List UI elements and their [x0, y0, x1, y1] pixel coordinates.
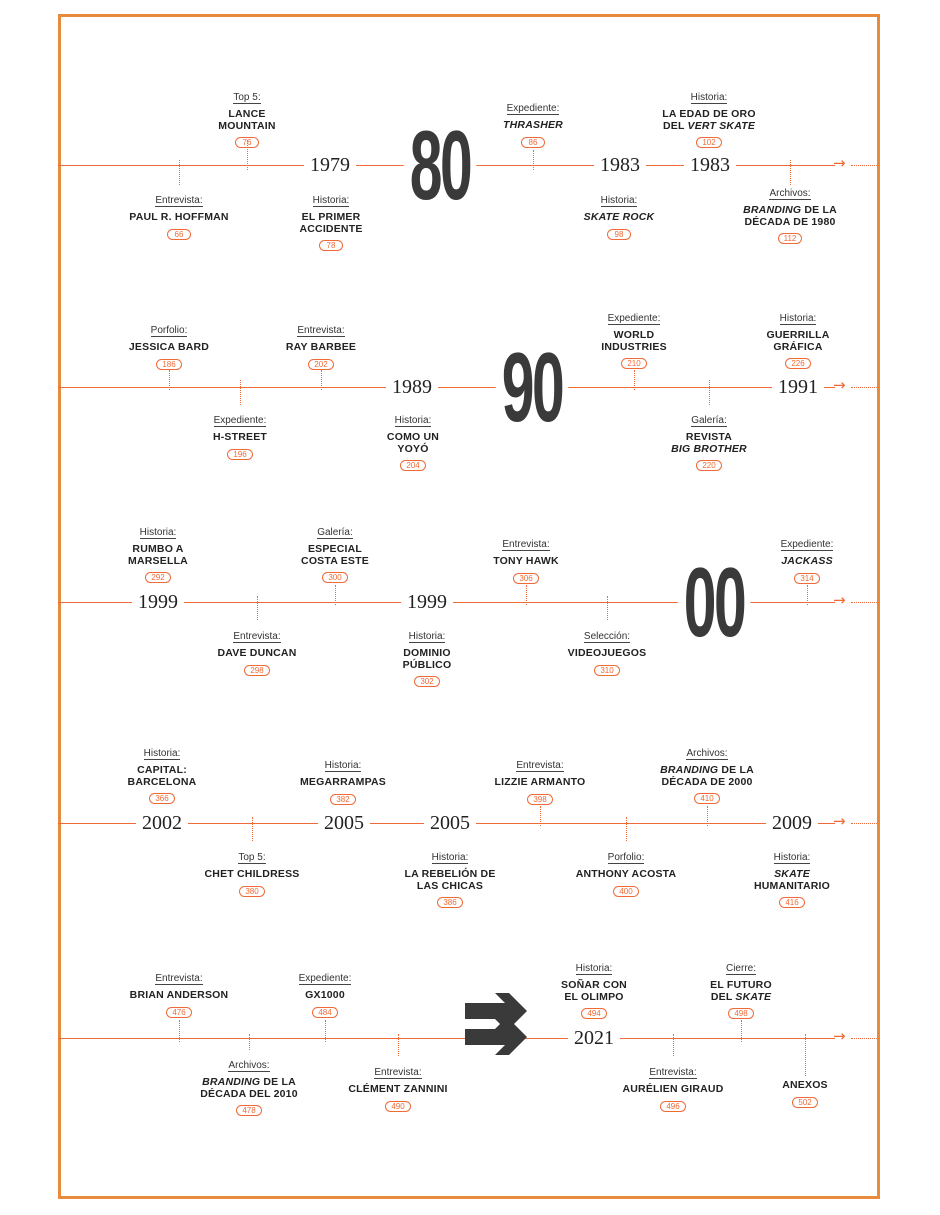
- timeline-tick: [741, 1020, 742, 1042]
- page-number-badge: 314: [794, 573, 819, 584]
- entry-title-line: BRANDING DE LA: [660, 764, 754, 776]
- entry-title: [246, 212, 416, 235]
- timeline-tick: [634, 370, 635, 390]
- decade-marker: 00: [678, 553, 751, 651]
- entry-category: Expediente:: [298, 973, 352, 984]
- timeline-entry[interactable]: [707, 847, 877, 910]
- entry-category: Top 5:: [238, 852, 266, 863]
- entry-title: [164, 1077, 334, 1100]
- page-number-badge: 292: [145, 572, 170, 583]
- timeline-entry[interactable]: [441, 534, 611, 586]
- entry-title-line: RUMBO A: [132, 543, 184, 555]
- year-label: 1989: [386, 377, 438, 397]
- entry-title: [258, 777, 428, 789]
- entry-title-line: GUERRILLA: [766, 329, 830, 341]
- entry-category: Historia:: [779, 313, 817, 324]
- year-label: 1999: [132, 592, 184, 612]
- entry-title: [313, 1084, 483, 1096]
- entry-title-line: AURÉLIEN GIRAUD: [622, 1083, 724, 1095]
- page-number-badge: 66: [167, 229, 191, 240]
- year-label: 1983: [594, 155, 646, 175]
- timeline-tick: [398, 1034, 399, 1056]
- entry-title-line: INDUSTRIES: [601, 340, 667, 353]
- entry-title-line: DEL VERT SKATE: [662, 119, 756, 132]
- entry-title: [713, 330, 883, 353]
- entry-title: [94, 212, 264, 224]
- timeline-tick: [179, 160, 180, 185]
- entry-title-line: LAS CHICAS: [416, 879, 484, 892]
- timeline-tick: [335, 585, 336, 605]
- entry-title-line: TONY HAWK: [493, 555, 559, 567]
- page-number-badge: 310: [594, 665, 619, 676]
- timeline-tick: [325, 1020, 326, 1042]
- entry-category: Historia:: [575, 963, 613, 974]
- timeline-entry[interactable]: [720, 1080, 890, 1110]
- entry-title-line: DÉCADA DE 1980: [744, 215, 836, 228]
- entry-category: Historia:: [408, 631, 446, 642]
- entry-title: [342, 648, 512, 671]
- timeline-tick: [252, 817, 253, 841]
- entry-title: [172, 648, 342, 660]
- timeline-entry[interactable]: [94, 190, 264, 242]
- page-number-badge: 366: [149, 793, 174, 804]
- entry-title: [705, 205, 875, 228]
- entry-title-line: H-STREET: [212, 431, 268, 443]
- page-number-badge: 416: [779, 897, 804, 908]
- timeline-entry[interactable]: [541, 847, 711, 899]
- entry-category: Historia:: [600, 195, 638, 206]
- timeline-entry[interactable]: [328, 410, 498, 473]
- entry-title-line: HUMANITARIO: [753, 879, 831, 892]
- timeline-line: [58, 1038, 835, 1039]
- timeline-entry[interactable]: [164, 1055, 334, 1118]
- timeline-tick: [805, 1034, 806, 1076]
- entry-category: Entrevista:: [516, 760, 564, 771]
- entry-title: [250, 544, 420, 567]
- page-number-badge: 98: [607, 229, 631, 240]
- arrow-right-icon: →: [833, 376, 846, 394]
- timeline-entry[interactable]: [258, 755, 428, 807]
- entry-title: [541, 869, 711, 881]
- timeline-entry[interactable]: [549, 308, 719, 371]
- entry-title-line: DOMINIO: [403, 647, 451, 659]
- page-number-badge: 196: [227, 449, 252, 460]
- entry-category: Entrevista:: [297, 325, 345, 336]
- entry-title: [624, 109, 794, 132]
- entry-category: Archivos:: [769, 188, 811, 199]
- year-label: 2005: [424, 813, 476, 833]
- year-label: 2009: [766, 813, 818, 833]
- timeline-entry[interactable]: [250, 522, 420, 585]
- entry-category: Expediente:: [780, 539, 834, 550]
- entry-category: Galería:: [691, 415, 727, 426]
- entry-category: Porfolio:: [150, 325, 188, 336]
- entry-title: [162, 109, 332, 132]
- entry-title: [365, 869, 535, 892]
- page-number-badge: 112: [778, 233, 803, 244]
- entry-title: [94, 990, 264, 1002]
- page-number-badge: 380: [239, 886, 264, 897]
- entry-title-line: SKATE ROCK: [583, 211, 655, 223]
- page-number-badge: 490: [385, 1101, 410, 1112]
- timeline-entry[interactable]: [622, 743, 792, 806]
- timeline-continuation: [851, 1038, 877, 1039]
- decade-marker: 90: [496, 338, 569, 436]
- page-number-badge: 478: [236, 1105, 261, 1116]
- entry-category: Entrevista:: [649, 1067, 697, 1078]
- timeline-tick: [249, 1034, 250, 1050]
- entry-title-line: SOÑAR CON: [561, 979, 627, 991]
- entry-title: [73, 544, 243, 567]
- entry-title-line: CHET CHILDRESS: [204, 868, 300, 880]
- timeline-tick: [807, 585, 808, 605]
- entry-title-line: YOYÓ: [397, 442, 429, 455]
- entry-category: Expediente:: [607, 313, 661, 324]
- entry-category: Historia:: [431, 852, 469, 863]
- timeline-entry[interactable]: [705, 183, 875, 246]
- timeline-continuation: [851, 823, 877, 824]
- timeline-tick: [526, 585, 527, 605]
- entry-title-line: BRANDING DE LA: [202, 1076, 296, 1088]
- timeline-tick: [540, 806, 541, 826]
- timeline-continuation: [851, 387, 877, 388]
- entry-title-line: BARCELONA: [127, 775, 197, 788]
- entry-title-line: VIDEOJUEGOS: [567, 647, 647, 659]
- timeline-tick: [790, 160, 791, 185]
- entry-title-line: EL FUTURO: [710, 979, 772, 991]
- timeline-tick: [607, 596, 608, 620]
- entry-title: [167, 869, 337, 881]
- entry-title: [155, 432, 325, 444]
- entry-title-line: CLÉMENT ZANNINI: [348, 1083, 448, 1095]
- entry-title: [84, 342, 254, 354]
- page-number-badge: 502: [792, 1097, 817, 1108]
- decade-marker: 80: [404, 116, 477, 214]
- entry-title-line: LA REBELIÓN DE: [404, 868, 496, 880]
- timeline-entry[interactable]: [656, 958, 826, 1021]
- page-number-badge: 298: [244, 665, 269, 676]
- page-number-badge: 204: [400, 460, 425, 471]
- timeline-continuation: [851, 602, 877, 603]
- arrow-right-icon: →: [833, 154, 846, 172]
- arrow-right-icon: →: [833, 1027, 846, 1045]
- entry-title-line: LANCE: [228, 108, 266, 120]
- page-number-badge: 382: [330, 794, 355, 805]
- timeline-tick: [321, 370, 322, 390]
- page-number-badge: 210: [621, 358, 646, 369]
- entry-category: Historia:: [324, 760, 362, 771]
- double-arrow-icon: [465, 990, 529, 1056]
- entry-title-line: GRÁFICA: [773, 340, 823, 353]
- entry-title-line: EL PRIMER: [301, 211, 361, 223]
- entry-title-line: MEGARRAMPAS: [299, 776, 386, 788]
- entry-title-line: ANEXOS: [782, 1079, 828, 1091]
- timeline-entry[interactable]: [365, 847, 535, 910]
- entry-title-line: MOUNTAIN: [218, 119, 276, 132]
- entry-title: [328, 432, 498, 455]
- page-number-badge: 306: [513, 573, 538, 584]
- entry-title: [455, 777, 625, 789]
- entry-category: Entrevista:: [155, 195, 203, 206]
- timeline-entry[interactable]: [342, 626, 512, 689]
- timeline-tick: [709, 380, 710, 405]
- entry-title-line: GX1000: [305, 989, 345, 1001]
- entry-title: [534, 212, 704, 224]
- entry-title-line: EL OLIMPO: [564, 990, 624, 1003]
- timeline-tick: [179, 1020, 180, 1042]
- page-number-badge: 494: [581, 1008, 606, 1019]
- entry-title-line: DEL SKATE: [710, 990, 772, 1003]
- entry-title: [240, 990, 410, 1002]
- entry-category: Expediente:: [213, 415, 267, 426]
- entry-category: Entrevista:: [233, 631, 281, 642]
- entry-title-line: DÉCADA DEL 2010: [200, 1087, 298, 1100]
- entry-title-line: COMO UN: [386, 431, 440, 443]
- entry-category: Archivos:: [228, 1060, 270, 1071]
- entry-title-line: JESSICA BARD: [128, 341, 210, 353]
- timeline-entry[interactable]: [624, 87, 794, 150]
- entry-title: [720, 1080, 890, 1092]
- entry-title-line: CAPITAL:: [137, 764, 187, 776]
- entry-title-line: PAUL R. HOFFMAN: [129, 211, 229, 223]
- page-number-badge: 386: [437, 897, 462, 908]
- page-number-badge: 186: [156, 359, 181, 370]
- entry-title: [622, 765, 792, 788]
- entry-title-line: JACKASS: [781, 555, 833, 567]
- timeline-entry[interactable]: [167, 847, 337, 899]
- timeline-entry[interactable]: [240, 968, 410, 1020]
- timeline-tick: [169, 370, 170, 390]
- entry-category: Entrevista:: [502, 539, 550, 550]
- entry-category: Historia:: [143, 748, 181, 759]
- arrow-right-icon: →: [833, 591, 846, 609]
- entry-category: Porfolio:: [607, 852, 645, 863]
- page-number-badge: 410: [694, 793, 719, 804]
- entry-title-line: DAVE DUNCAN: [217, 647, 297, 659]
- entry-category: Historia:: [394, 415, 432, 426]
- entry-category: Historia:: [690, 92, 728, 103]
- page-number-badge: 476: [166, 1007, 191, 1018]
- entry-category: Selección:: [583, 631, 631, 642]
- entry-category: Entrevista:: [155, 973, 203, 984]
- page-number-badge: 398: [527, 794, 552, 805]
- page-number-badge: 302: [414, 676, 439, 687]
- page-number-badge: 226: [785, 358, 810, 369]
- timeline-entry[interactable]: [73, 522, 243, 585]
- timeline-entry[interactable]: [313, 1062, 483, 1114]
- entry-title: [77, 765, 247, 788]
- page-number-badge: 78: [319, 240, 343, 251]
- entry-category: Galería:: [317, 527, 353, 538]
- entry-title-line: MARSELLA: [128, 554, 188, 567]
- timeline-tick: [240, 380, 241, 405]
- timeline-entry[interactable]: [77, 743, 247, 806]
- entry-title: [522, 648, 692, 660]
- entry-title-line: PÚBLICO: [402, 658, 452, 671]
- entry-category: Historia:: [773, 852, 811, 863]
- entry-title-line: THRASHER: [503, 119, 563, 131]
- entry-title-line: LA EDAD DE ORO: [662, 108, 756, 120]
- entry-title: [236, 342, 406, 354]
- arrow-right-icon: →: [833, 812, 846, 830]
- page-number-badge: 76: [235, 137, 259, 148]
- entry-title: [549, 330, 719, 353]
- entry-title-line: BRIAN ANDERSON: [129, 989, 229, 1001]
- timeline-entry[interactable]: [455, 755, 625, 807]
- timeline-entry[interactable]: [172, 626, 342, 678]
- timeline-tick: [533, 150, 534, 170]
- entry-title-line: LIZZIE ARMANTO: [494, 776, 586, 788]
- entry-title-line: ESPECIAL: [307, 543, 363, 555]
- entry-title-line: RAY BARBEE: [285, 341, 357, 353]
- timeline-tick: [673, 1034, 674, 1056]
- timeline-entry[interactable]: [84, 320, 254, 372]
- entry-title-line: ACCIDENTE: [299, 222, 363, 235]
- entry-category: Entrevista:: [374, 1067, 422, 1078]
- entry-title-line: DÉCADA DE 2000: [661, 775, 753, 788]
- entry-title: [656, 980, 826, 1003]
- entry-category: Expediente:: [506, 103, 560, 114]
- year-label: 1979: [304, 155, 356, 175]
- timeline-tick: [626, 817, 627, 841]
- timeline-entry[interactable]: [509, 958, 679, 1021]
- page-number-badge: 220: [696, 460, 721, 471]
- entry-category: Archivos:: [686, 748, 728, 759]
- page-number-badge: 400: [613, 886, 638, 897]
- entry-title-line: ANTHONY ACOSTA: [575, 868, 677, 880]
- entry-title: [441, 556, 611, 568]
- entry-title-line: SKATE: [774, 868, 810, 880]
- timeline-entry[interactable]: [624, 410, 794, 473]
- entry-category: Historia:: [139, 527, 177, 538]
- entry-category: Cierre:: [725, 963, 756, 974]
- year-label: 1999: [401, 592, 453, 612]
- timeline-entry[interactable]: [155, 410, 325, 462]
- timeline-entry[interactable]: [94, 968, 264, 1020]
- page-number-badge: 484: [312, 1007, 337, 1018]
- timeline-entry[interactable]: [162, 87, 332, 150]
- year-label: 2021: [568, 1028, 620, 1048]
- timeline-entry[interactable]: [534, 190, 704, 242]
- entry-title: [624, 432, 794, 455]
- timeline-tick: [257, 596, 258, 620]
- entry-title: [509, 980, 679, 1003]
- entry-title-line: BRANDING DE LA: [743, 204, 837, 216]
- year-label: 2005: [318, 813, 370, 833]
- timeline-line: [58, 387, 835, 388]
- page-number-badge: 496: [660, 1101, 685, 1112]
- timeline-tick: [707, 806, 708, 826]
- entry-title: [707, 869, 877, 892]
- entry-title-line: BIG BROTHER: [671, 442, 747, 455]
- entry-title-line: WORLD: [613, 329, 655, 341]
- timeline-entry[interactable]: [236, 320, 406, 372]
- page-number-badge: 202: [308, 359, 333, 370]
- entry-title-line: REVISTA: [685, 431, 733, 443]
- timeline-entry[interactable]: [522, 626, 692, 678]
- page-number-badge: 86: [521, 137, 545, 148]
- year-label: 2002: [136, 813, 188, 833]
- entry-category: Historia:: [312, 195, 350, 206]
- timeline-entry[interactable]: [713, 308, 883, 371]
- page-number-badge: 102: [696, 137, 721, 148]
- page-number-badge: 498: [728, 1008, 753, 1019]
- entry-title-line: COSTA ESTE: [301, 554, 369, 567]
- page-number-badge: 300: [322, 572, 347, 583]
- entry-category: Top 5:: [233, 92, 261, 103]
- year-label: 1991: [772, 377, 824, 397]
- timeline-continuation: [851, 165, 877, 166]
- year-label: 1983: [684, 155, 736, 175]
- timeline-entry[interactable]: [246, 190, 416, 253]
